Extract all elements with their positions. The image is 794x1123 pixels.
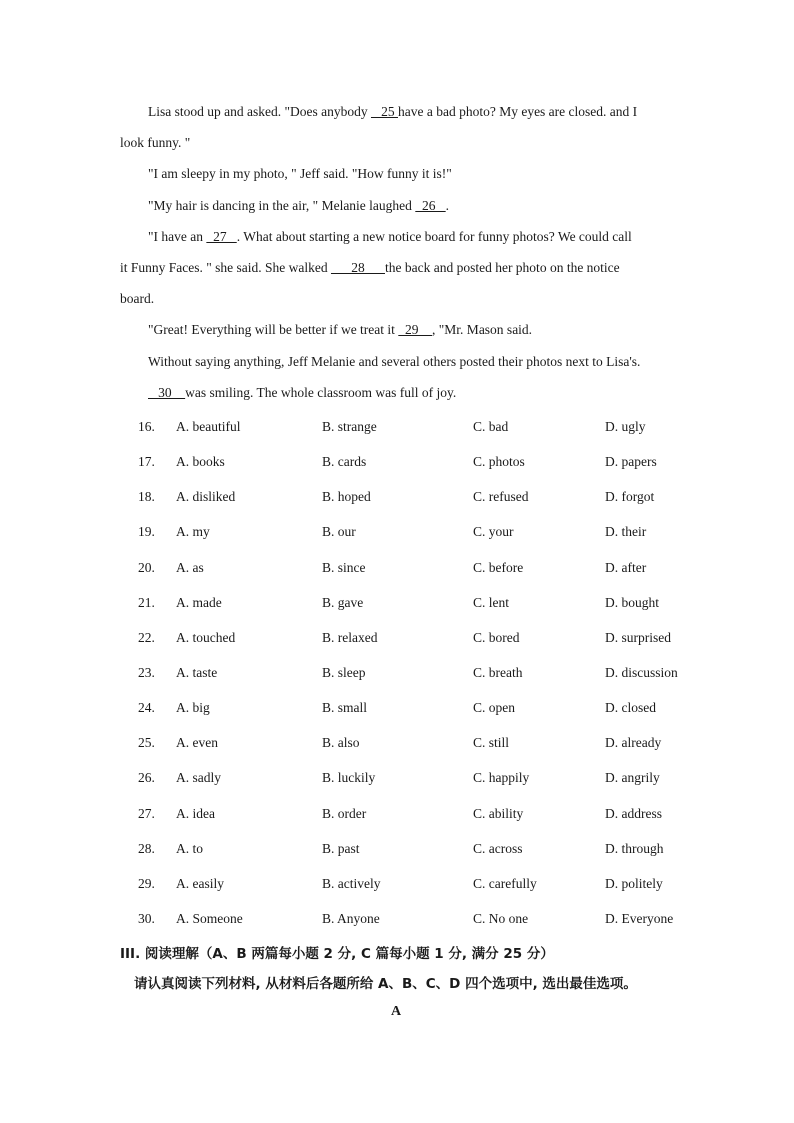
- question-number: 17.: [138, 454, 155, 470]
- question-row: [138, 557, 738, 592]
- option-c: C. lent: [473, 594, 509, 610]
- passage-text: look funny. ": [120, 135, 191, 151]
- question-row: [138, 803, 738, 838]
- passage-text: "I have an: [148, 228, 207, 244]
- option-b: B. cards: [322, 454, 367, 470]
- option-b: B. since: [322, 559, 366, 575]
- option-a: A. touched: [176, 629, 236, 645]
- option-b: B. strange: [322, 419, 377, 434]
- option-b: B. actively: [322, 875, 381, 891]
- option-c: C. No one: [473, 910, 529, 926]
- section-instruction: 请认真阅读下列材料, 从材料后各题所给 A、B、C、D 四个选项中, 选出最佳选项。: [134, 976, 637, 992]
- question-number: 22.: [138, 629, 155, 645]
- option-d: D. politely: [605, 875, 663, 891]
- passage-line: [120, 257, 680, 288]
- passage-line: [120, 288, 680, 319]
- question-number: 23.: [138, 664, 155, 680]
- option-c: C. across: [473, 840, 523, 856]
- blank-28: 28: [330, 259, 385, 275]
- option-a: A. to: [176, 840, 203, 856]
- passage-text: "I am sleepy in my photo, " Jeff said. "How funny it is!": [148, 166, 452, 182]
- option-c: C. ability: [473, 805, 524, 821]
- passage-line: [120, 101, 680, 132]
- option-b: B. past: [322, 840, 360, 856]
- question-row: [138, 521, 738, 556]
- question-row: [138, 767, 738, 802]
- question-row: [138, 627, 738, 662]
- option-d: D. Everyone: [605, 910, 674, 926]
- cloze-passage: [120, 101, 680, 413]
- option-c: C. refused: [473, 489, 529, 505]
- option-a: A. big: [176, 700, 210, 716]
- blank-30: 30: [148, 384, 186, 400]
- option-d: D. papers: [605, 454, 657, 470]
- option-c: C. breath: [473, 664, 523, 680]
- passage-line: [120, 351, 680, 382]
- option-d: D. closed: [605, 700, 656, 716]
- passage-text: was smiling. The whole classroom was full of joy.: [185, 384, 457, 400]
- option-d: D. through: [605, 840, 664, 856]
- option-c: C. your: [473, 524, 514, 540]
- passage-text: .: [445, 197, 450, 213]
- option-c: C. open: [473, 700, 515, 716]
- option-c: C. before: [473, 559, 524, 575]
- passage-line: [120, 226, 680, 257]
- option-b: B. relaxed: [322, 629, 378, 645]
- question-number: 28.: [138, 840, 155, 856]
- question-number: 16.: [138, 419, 155, 434]
- option-b: B. order: [322, 805, 367, 821]
- option-b: B. Anyone: [322, 910, 380, 926]
- blank-26: 26: [415, 197, 446, 213]
- question-number: 30.: [138, 910, 155, 926]
- question-row: [138, 732, 738, 767]
- option-a: A. disliked: [176, 489, 236, 505]
- option-d: D. already: [605, 735, 662, 751]
- question-row: [138, 908, 738, 943]
- passage-text: it Funny Faces. " she said. She walked: [120, 259, 331, 275]
- passage-text: Without saying anything, Jeff Melanie and several others posted their photos next to Lisa's.: [148, 353, 641, 369]
- option-c: C. carefully: [473, 875, 537, 891]
- option-d: D. ugly: [605, 419, 646, 434]
- passage-line: [120, 132, 680, 163]
- option-c: C. still: [473, 735, 510, 751]
- question-row: [138, 486, 738, 521]
- question-number: 27.: [138, 805, 155, 821]
- question-number: 29.: [138, 875, 155, 891]
- option-b: B. hoped: [322, 489, 371, 505]
- option-d: D. address: [605, 805, 662, 821]
- passage-text: "My hair is dancing in the air, " Melanie laughed: [148, 197, 416, 213]
- question-row: [138, 451, 738, 486]
- question-number: 26.: [138, 770, 155, 786]
- option-a: A. idea: [176, 805, 215, 821]
- passage-text: have a bad photo? My eyes are closed. and I: [397, 104, 638, 119]
- question-row: [138, 662, 738, 697]
- option-a: A. even: [176, 735, 218, 751]
- passage-line: [120, 163, 680, 194]
- option-a: A. taste: [176, 664, 218, 680]
- blank-25: 25: [370, 104, 398, 119]
- answer-options: [138, 416, 738, 943]
- question-row: [138, 416, 738, 451]
- passage-text: , "Mr. Mason said.: [432, 322, 533, 338]
- option-a: A. easily: [176, 875, 224, 891]
- option-b: B. gave: [322, 594, 364, 610]
- passage-text: "Great! Everything will be better if we treat it: [148, 322, 399, 338]
- question-number: 19.: [138, 524, 155, 540]
- question-number: 24.: [138, 700, 155, 716]
- passage-text: board.: [120, 291, 155, 307]
- passage-text: . What about starting a new notice board for funny photos? We could call: [236, 228, 632, 244]
- option-d: D. discussion: [605, 664, 678, 680]
- option-a: A. as: [176, 559, 204, 575]
- option-a: A. made: [176, 594, 222, 610]
- question-row: [138, 873, 738, 908]
- option-d: D. bought: [605, 594, 659, 610]
- question-row: [138, 592, 738, 627]
- option-b: B. sleep: [322, 664, 366, 680]
- option-b: B. also: [322, 735, 360, 751]
- option-c: C. photos: [473, 454, 525, 470]
- question-number: 21.: [138, 594, 155, 610]
- option-d: D. their: [605, 524, 647, 540]
- question-number: 25.: [138, 735, 155, 751]
- passage-text: Lisa stood up and asked. "Does anybody: [148, 104, 371, 119]
- question-number: 18.: [138, 489, 155, 505]
- passage-line: [120, 195, 680, 226]
- option-b: B. small: [322, 700, 368, 716]
- option-a: A. my: [176, 524, 210, 540]
- section-heading: III. 阅读理解（A、B 两篇每小题 2 分, C 篇每小题 1 分, 满分 25 分）: [120, 946, 554, 962]
- passage-text: the back and posted her photo on the notice: [384, 259, 620, 275]
- option-c: C. bored: [473, 629, 520, 645]
- option-b: B. our: [322, 524, 356, 540]
- passage-line: [120, 382, 680, 413]
- option-d: D. forgot: [605, 489, 655, 505]
- option-a: A. Someone: [176, 910, 243, 926]
- option-a: A. beautiful: [176, 419, 241, 434]
- blank-27: 27: [206, 228, 237, 244]
- option-a: A. books: [176, 454, 225, 470]
- passage-line: [120, 319, 680, 350]
- question-row: [138, 838, 738, 873]
- question-number: 20.: [138, 559, 155, 575]
- option-d: D. after: [605, 559, 647, 575]
- option-a: A. sadly: [176, 770, 221, 786]
- blank-29: 29: [398, 322, 433, 338]
- option-c: C. bad: [473, 419, 509, 434]
- question-row: [138, 697, 738, 732]
- option-b: B. luckily: [322, 770, 376, 786]
- passage-letter: A: [391, 1004, 402, 1019]
- option-d: D. surprised: [605, 629, 671, 645]
- option-c: C. happily: [473, 770, 530, 786]
- option-d: D. angrily: [605, 770, 660, 786]
